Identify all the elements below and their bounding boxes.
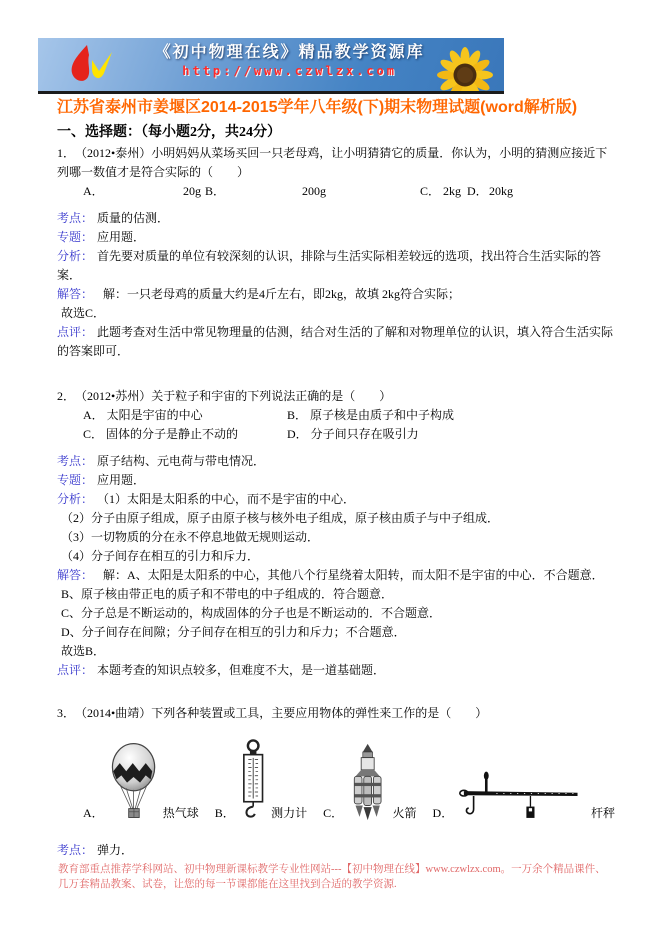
q2-explanation xyxy=(57,452,615,680)
q2-exp-text-jieda-d: D、分子间存在间隙；分子间存在相互的引力和斥力；不合题意． xyxy=(61,625,406,639)
q1-option-d-label: D． xyxy=(467,184,488,198)
q1-exp-label-kaodian: 考点： xyxy=(57,211,94,225)
q2-option-c-text: 固体的分子是静止不动的 xyxy=(106,427,239,441)
spring-scale-figure xyxy=(241,729,265,829)
q2-exp-label-jieda: 解答： xyxy=(57,568,88,582)
q1-exp-text-zhuanti: 应用题． xyxy=(97,230,146,244)
q2-exp-text-fenxi-1: （1）太阳是太阳系的中心，而不是宇宙的中心． xyxy=(91,492,356,506)
q3-exp-label-kaodian: 考点： xyxy=(57,843,94,857)
q2-option-c xyxy=(83,425,287,444)
q3-explanation xyxy=(57,841,615,860)
q3-figure-b-label: B． xyxy=(214,806,235,820)
section-heading: 一、选择题：（每小题2分，共24分） xyxy=(57,125,281,140)
banner-image xyxy=(38,38,504,94)
q3-figure-b-caption: 测力计 xyxy=(271,806,308,820)
q2-exp-label-fenxi: 分析： xyxy=(57,492,88,506)
q1-exp-text-fenxi: 首先要对质量的单位有较深刻的认识，排除与生活实际相差较远的选项，找出符合生活实际的答案． xyxy=(57,249,602,282)
q1-option-b-label: B． xyxy=(205,184,226,198)
banner-text xyxy=(155,43,425,81)
sunflower-icon xyxy=(430,47,502,94)
document-body xyxy=(0,98,661,860)
q3-figure-a-caption: 热气球 xyxy=(162,806,199,820)
q3-figure-c-caption: 火箭 xyxy=(392,806,417,820)
q2-exp-text-fenxi-2: （2）分子由原子组成，原子由原子核与核外电子组成，原子核由质子与中子组成． xyxy=(61,511,500,525)
question-3-figures xyxy=(83,727,615,829)
q1-exp-text-jieda: 解：一只老母鸡的质量大约是4斤左右，即2kg，故填 2kg符合实际； xyxy=(91,287,461,301)
q2-exp-label-zhuanti: 专题： xyxy=(57,473,94,487)
q1-option-d-value: 20kg xyxy=(489,184,513,198)
q1-explanation xyxy=(57,209,615,361)
q2-option-a-text: 太阳是宇宙的中心 xyxy=(106,408,203,422)
question-3-text: 3． （2014•曲靖）下列各种装置或工具，主要应用物体的弹性来工作的是（ ） xyxy=(57,706,488,720)
q1-exp-text-answer: 故选C． xyxy=(61,306,106,320)
q2-option-b-text: 原子核是由质子和中子构成 xyxy=(310,408,455,422)
q2-option-d xyxy=(287,425,419,444)
q1-exp-label-fenxi: 分析： xyxy=(57,249,94,263)
q1-option-c-value: 2kg xyxy=(443,184,461,198)
q3-figure-c-label: C． xyxy=(323,806,344,820)
footer-promo-text: 教育部重点推荐学科网站、初中物理新课标教学专业性网站---【初中物理在线】www.czwlzx.com。一万余个精品课件、几万套精品教案、试卷，让您的每一节课都能在这里找到合适的教学资源. xyxy=(58,864,606,890)
q1-exp-text-kaodian: 质量的估测． xyxy=(97,211,170,225)
q2-option-b-label: B． xyxy=(287,408,308,422)
question-2-text: 2． （2012•苏州）关于粒子和宇宙的下列说法正确的是（ ） xyxy=(57,389,392,403)
q1-option-a-label: A． xyxy=(83,184,104,198)
q3-exp-text-kaodian: 弹力． xyxy=(97,843,134,857)
q2-exp-label-dianping: 点评： xyxy=(57,663,94,677)
q2-exp-text-jieda-b: B、原子核由带正电的质子和不带电的中子组成的．符合题意． xyxy=(61,587,394,601)
q2-option-a xyxy=(83,406,287,425)
page-title: 江苏省泰州市姜堰区2014-2015学年八年级(下)期末物理试题(word解析版) xyxy=(57,99,578,116)
hot-air-balloon-figure xyxy=(110,733,157,829)
q2-option-a-label: A． xyxy=(83,408,104,422)
question-1-text: 1． （2012•泰州）小明妈妈从菜场买回一只老母鸡，让小明猜猜它的质量．你认为，小明的猜测应接近下列哪一数值才是符合实际的（ ） xyxy=(57,146,608,179)
q2-exp-text-jieda-c: C、分子总是不断运动的，构成固体的分子也是不断运动的．不合题意． xyxy=(61,606,442,620)
rocket-figure xyxy=(349,735,386,829)
q1-option-b-value: 200g xyxy=(302,184,326,198)
q3-figure-d-caption: 杆秤 xyxy=(591,806,616,820)
q1-option-a-value: 20g xyxy=(183,184,201,198)
question-2-options xyxy=(83,406,615,444)
q3-figure-a-label: A． xyxy=(83,806,104,820)
q1-option-c-label: C． xyxy=(420,184,441,198)
q2-exp-text-kaodian: 原子结构、元电荷与带电情况． xyxy=(97,454,266,468)
q2-option-c-label: C． xyxy=(83,427,104,441)
q1-exp-label-zhuanti: 专题： xyxy=(57,230,94,244)
q1-exp-text-dianping: 此题考查对生活中常见物理量的估测，结合对生活的了解和对物理单位的认识，填入符合生活实际的答案即可． xyxy=(57,325,614,358)
q2-exp-text-fenxi-3: （3）一切物质的分在永不停息地做无规则运动． xyxy=(61,530,320,544)
q2-exp-text-fenxi-4: （4）分子间存在相互的引力和斥力． xyxy=(61,549,260,563)
banner-title: 《初中物理在线》精品教学资源库 xyxy=(154,44,425,61)
q2-exp-text-dianping: 本题考查的知识点较多，但难度不大，是一道基础题． xyxy=(97,663,386,677)
q2-exp-label-kaodian: 考点： xyxy=(57,454,94,468)
q2-option-d-text: 分子间只存在吸引力 xyxy=(310,427,419,441)
q2-option-d-label: D． xyxy=(287,427,308,441)
q2-option-b xyxy=(287,406,454,425)
q2-exp-text-answer: 故选B． xyxy=(61,644,106,658)
physics-online-logo-icon xyxy=(62,43,114,87)
q3-figure-d-label: D． xyxy=(432,806,454,820)
question-1-options xyxy=(57,182,615,201)
q2-exp-text-jieda-a: 解：A、太阳是太阳系的中心，其他八个行星绕着太阳转，而太阳不是宇宙的中心．不合题意． xyxy=(91,568,604,582)
steelyard-figure xyxy=(459,763,581,829)
banner-url: http://www.czwlzx.com xyxy=(182,64,397,78)
q2-exp-text-zhuanti: 应用题． xyxy=(97,473,146,487)
q1-exp-label-jieda: 解答： xyxy=(57,287,88,301)
q1-exp-label-dianping: 点评： xyxy=(57,325,94,339)
